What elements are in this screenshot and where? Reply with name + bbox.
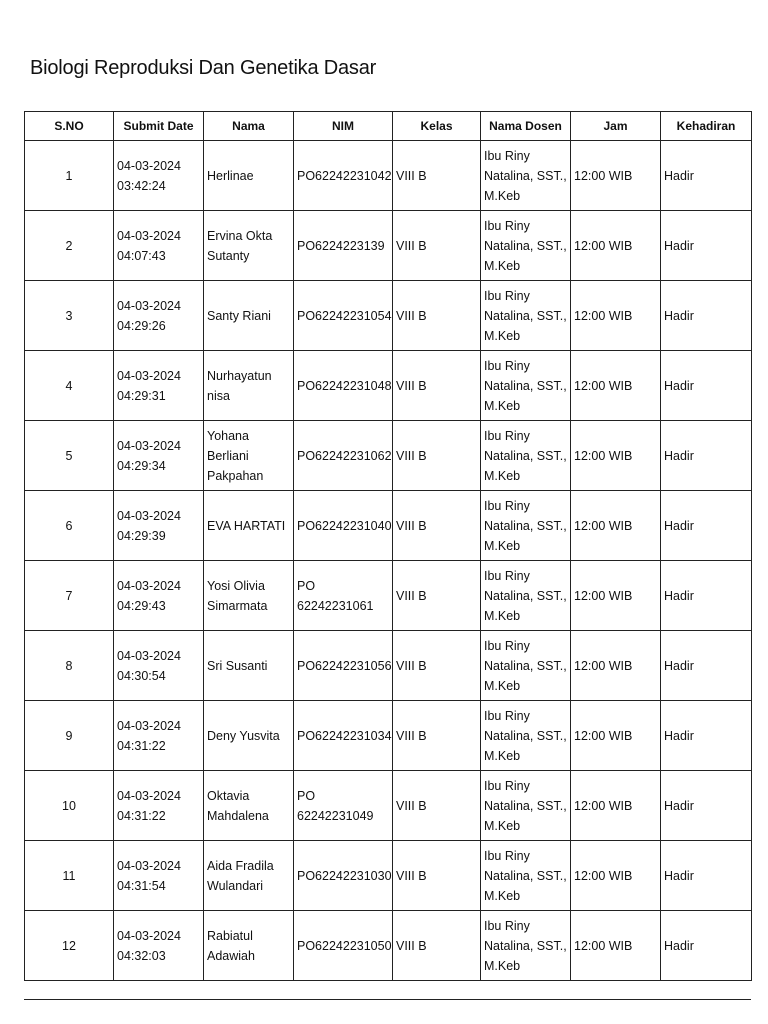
cell-nim: PO62242231040 [294,491,393,561]
cell-kelas: VIII B [393,491,481,561]
cell-nama: Sri Susanti [204,631,294,701]
cell-nama: Herlinae [204,141,294,211]
cell-nim: PO 62242231049 [294,771,393,841]
table-row [25,141,752,211]
submit-time-text: 04:29:39 [117,528,166,543]
cell-submit-date [114,631,204,701]
header-sno: S.NO [25,112,114,141]
submit-date-text: 04-03-2024 [117,368,181,383]
cell-submit-date [114,841,204,911]
table-row [25,281,752,351]
table-row [25,421,752,491]
cell-sno: 12 [25,911,114,981]
cell-nama-dosen: Ibu Riny Natalina, SST., M.Keb [481,281,571,351]
submit-date-text: 04-03-2024 [117,648,181,663]
page-divider [24,999,751,1000]
cell-kehadiran: Hadir [661,841,752,911]
cell-nama-dosen: Ibu Riny Natalina, SST., M.Keb [481,911,571,981]
submit-time-text: 04:29:26 [117,318,166,333]
cell-jam: 12:00 WIB [571,701,661,771]
table-row [25,841,752,911]
cell-kehadiran: Hadir [661,911,752,981]
cell-kehadiran: Hadir [661,771,752,841]
cell-nama: Deny Yusvita [204,701,294,771]
submit-date-text: 04-03-2024 [117,788,181,803]
table-row [25,351,752,421]
cell-nama-dosen: Ibu Riny Natalina, SST., M.Keb [481,631,571,701]
cell-kehadiran: Hadir [661,631,752,701]
table-header [25,112,752,141]
submit-time-text: 04:29:31 [117,388,166,403]
cell-sno: 2 [25,211,114,281]
cell-nim: PO62242231034 [294,701,393,771]
cell-jam: 12:00 WIB [571,421,661,491]
cell-kehadiran: Hadir [661,491,752,561]
cell-nama: EVA HARTATI [204,491,294,561]
cell-sno: 1 [25,141,114,211]
cell-jam: 12:00 WIB [571,771,661,841]
cell-jam: 12:00 WIB [571,141,661,211]
submit-time-text: 04:31:22 [117,808,166,823]
cell-nim: PO62242231050 [294,911,393,981]
submit-date-text: 04-03-2024 [117,858,181,873]
cell-nama-dosen: Ibu Riny Natalina, SST., M.Keb [481,421,571,491]
submit-date-text: 04-03-2024 [117,578,181,593]
cell-kehadiran: Hadir [661,351,752,421]
cell-sno: 5 [25,421,114,491]
submit-time-text: 04:31:54 [117,878,166,893]
cell-kelas: VIII B [393,771,481,841]
cell-submit-date [114,911,204,981]
cell-kehadiran: Hadir [661,701,752,771]
cell-kelas: VIII B [393,211,481,281]
cell-nama: Ervina Okta Sutanty [204,211,294,281]
cell-kehadiran: Hadir [661,281,752,351]
cell-kelas: VIII B [393,351,481,421]
header-kelas: Kelas [393,112,481,141]
cell-nim: PO62242231062 [294,421,393,491]
cell-nim: PO6224223139 [294,211,393,281]
table-row [25,771,752,841]
cell-nama: Yosi Olivia Simarmata [204,561,294,631]
header-row [25,112,752,141]
cell-submit-date [114,141,204,211]
cell-kelas: VIII B [393,701,481,771]
submit-time-text: 03:42:24 [117,178,166,193]
cell-nama-dosen: Ibu Riny Natalina, SST., M.Keb [481,561,571,631]
cell-submit-date [114,351,204,421]
cell-nama-dosen: Ibu Riny Natalina, SST., M.Keb [481,211,571,281]
cell-nim: PO62242231042 [294,141,393,211]
cell-sno: 4 [25,351,114,421]
cell-submit-date [114,281,204,351]
submit-time-text: 04:30:54 [117,668,166,683]
cell-jam: 12:00 WIB [571,211,661,281]
submit-date-text: 04-03-2024 [117,228,181,243]
cell-jam: 12:00 WIB [571,491,661,561]
cell-jam: 12:00 WIB [571,351,661,421]
table-row [25,491,752,561]
table-row [25,701,752,771]
cell-nama: Aida Fradila Wulandari [204,841,294,911]
cell-nama-dosen: Ibu Riny Natalina, SST., M.Keb [481,701,571,771]
cell-kelas: VIII B [393,631,481,701]
cell-nim: PO62242231030 [294,841,393,911]
cell-nama: Nurhayatun nisa [204,351,294,421]
cell-nama-dosen: Ibu Riny Natalina, SST., M.Keb [481,351,571,421]
submit-time-text: 04:07:43 [117,248,166,263]
cell-kehadiran: Hadir [661,141,752,211]
cell-nama: Santy Riani [204,281,294,351]
cell-jam: 12:00 WIB [571,841,661,911]
cell-nama: Rabiatul Adawiah [204,911,294,981]
cell-submit-date [114,771,204,841]
cell-nama-dosen: Ibu Riny Natalina, SST., M.Keb [481,771,571,841]
cell-sno: 6 [25,491,114,561]
cell-kelas: VIII B [393,911,481,981]
submit-date-text: 04-03-2024 [117,158,181,173]
cell-sno: 11 [25,841,114,911]
cell-jam: 12:00 WIB [571,561,661,631]
cell-sno: 7 [25,561,114,631]
header-nama-dosen: Nama Dosen [481,112,571,141]
document-title: Biologi Reproduksi Dan Genetika Dasar [30,57,377,79]
submit-date-text: 04-03-2024 [117,508,181,523]
cell-sno: 8 [25,631,114,701]
cell-kehadiran: Hadir [661,421,752,491]
table-row [25,911,752,981]
cell-nim: PO62242231054 [294,281,393,351]
cell-nama-dosen: Ibu Riny Natalina, SST., M.Keb [481,141,571,211]
cell-submit-date [114,211,204,281]
attendance-table [24,111,752,981]
cell-nim: PO 62242231061 [294,561,393,631]
submit-date-text: 04-03-2024 [117,928,181,943]
cell-submit-date [114,701,204,771]
table-body [25,141,752,981]
cell-nama: Yohana Berliani Pakpahan [204,421,294,491]
cell-sno: 3 [25,281,114,351]
header-kehadiran: Kehadiran [661,112,752,141]
cell-kehadiran: Hadir [661,561,752,631]
cell-submit-date [114,561,204,631]
table-row [25,211,752,281]
cell-jam: 12:00 WIB [571,911,661,981]
table-row [25,631,752,701]
cell-kehadiran: Hadir [661,211,752,281]
cell-jam: 12:00 WIB [571,631,661,701]
cell-kelas: VIII B [393,561,481,631]
submit-time-text: 04:31:22 [117,738,166,753]
cell-kelas: VIII B [393,141,481,211]
cell-nim: PO62242231056 [294,631,393,701]
cell-nama: Oktavia Mahdalena [204,771,294,841]
cell-submit-date [114,421,204,491]
submit-date-text: 04-03-2024 [117,438,181,453]
header-submit-date: Submit Date [114,112,204,141]
cell-sno: 9 [25,701,114,771]
cell-jam: 12:00 WIB [571,281,661,351]
cell-kelas: VIII B [393,421,481,491]
submit-date-text: 04-03-2024 [117,298,181,313]
cell-sno: 10 [25,771,114,841]
header-jam: Jam [571,112,661,141]
header-nama: Nama [204,112,294,141]
cell-nama-dosen: Ibu Riny Natalina, SST., M.Keb [481,841,571,911]
table-row [25,561,752,631]
submit-date-text: 04-03-2024 [117,718,181,733]
cell-kelas: VIII B [393,841,481,911]
cell-nama-dosen: Ibu Riny Natalina, SST., M.Keb [481,491,571,561]
cell-kelas: VIII B [393,281,481,351]
submit-time-text: 04:29:43 [117,598,166,613]
header-nim: NIM [294,112,393,141]
submit-time-text: 04:32:03 [117,948,166,963]
cell-submit-date [114,491,204,561]
cell-nim: PO62242231048 [294,351,393,421]
submit-time-text: 04:29:34 [117,458,166,473]
